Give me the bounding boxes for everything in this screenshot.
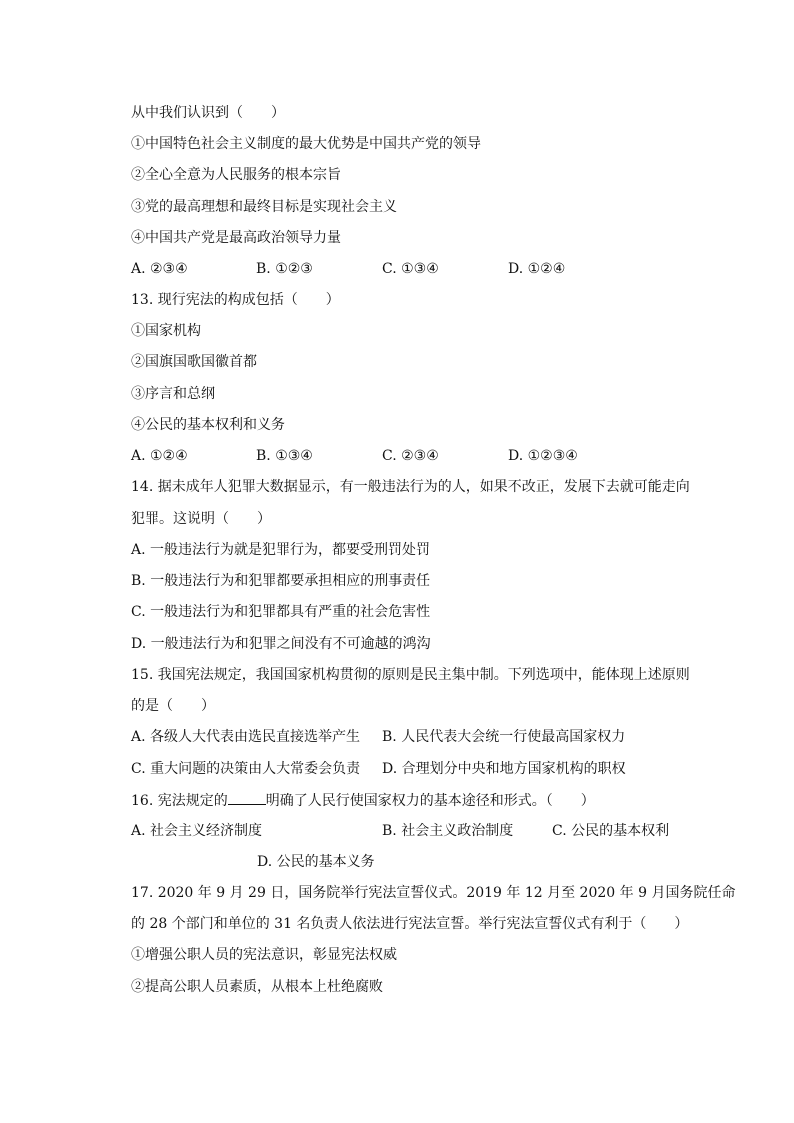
q15-option-a: A. 各级人大代表由选民直接选举产生: [131, 729, 361, 745]
q16-stem-after: 明确了人民行使国家权力的基本途径和形式。（ ）: [265, 793, 595, 809]
q16-stem: [131, 790, 595, 810]
q13-item-3: ③序言和总纲: [131, 386, 215, 402]
q16-stem-before: 16. 宪法规定的: [131, 793, 228, 809]
q12-item-3: ③党的最高理想和最终目标是实现社会主义: [131, 199, 397, 215]
q16-option-b: B. 社会主义政治制度: [382, 823, 514, 839]
q12-item-1: ①中国特色社会主义制度的最大优势是中国共产党的领导: [131, 136, 481, 152]
q17-stem-line-2: 的 28 个部门和单位的 31 名负责人依法进行宪法宣誓。举行宪法宣誓仪式有利于（ ）: [131, 916, 689, 932]
q13-item-2: ②国旗国歌国徽首都: [131, 354, 257, 370]
q16-option-c: C. 公民的基本权利: [552, 823, 670, 839]
q13-option-c: C. ②③④: [382, 448, 439, 464]
q14-option-d: D. 一般违法行为和犯罪之间没有不可逾越的鸿沟: [131, 636, 431, 652]
q12-option-b: B. ①②③: [256, 261, 313, 277]
q12-item-2: ②全心全意为人民服务的根本宗旨: [131, 167, 341, 183]
q15-option-b: B. 人民代表大会统一行使最高国家权力: [382, 729, 626, 745]
q12-option-d: D. ①②④: [508, 261, 566, 277]
q12-option-a: A. ②③④: [131, 261, 188, 277]
q12-item-4: ④中国共产党是最高政治领导力量: [131, 230, 341, 246]
q13-item-1: ①国家机构: [131, 323, 201, 339]
q16-option-d: D. 公民的基本义务: [257, 854, 375, 870]
q14-stem-line-2: 犯罪。这说明（ ）: [131, 511, 271, 527]
q16-fill-blank: [228, 790, 266, 805]
q14-stem-line-1: 14. 据未成年人犯罪大数据显示，有一般违法行为的人，如果不改正，发展下去就可能走向: [131, 479, 690, 495]
q13-item-4: ④公民的基本权利和义务: [131, 417, 285, 433]
q17-stem-line-1: 17. 2020 年 9 月 29 日，国务院举行宪法宣誓仪式。2019 年 12 月至 2020 年 9 月国务院任命: [131, 885, 736, 901]
q17-item-1: ①增强公职人员的宪法意识，彰显宪法权威: [131, 947, 397, 963]
q14-option-a: A. 一般违法行为就是犯罪行为，都要受刑罚处罚: [131, 542, 431, 558]
q15-option-c: C. 重大问题的决策由人大常委会负责: [131, 761, 361, 777]
q13-option-d: D. ①②③④: [508, 448, 578, 464]
q15-stem-line-1: 15. 我国宪法规定，我国国家机构贯彻的原则是民主集中制。下列选项中，能体现上述原则: [131, 667, 690, 683]
q14-option-b: B. 一般违法行为和犯罪都要承担相应的刑事责任: [131, 573, 431, 589]
q15-stem-line-2: 的是（ ）: [131, 698, 215, 714]
q17-item-2: ②提高公职人员素质，从根本上杜绝腐败: [131, 979, 383, 995]
q13-option-b: B. ①③④: [256, 448, 313, 464]
q14-option-c: C. 一般违法行为和犯罪都具有严重的社会危害性: [131, 604, 431, 620]
q16-option-a: A. 社会主义经济制度: [131, 823, 263, 839]
q12-option-c: C. ①③④: [382, 261, 439, 277]
q13-stem: 13. 现行宪法的构成包括（ ）: [131, 292, 340, 308]
q13-option-a: A. ①②④: [131, 448, 188, 464]
q12-stem: 从中我们认识到（ ）: [131, 105, 285, 121]
q15-option-d: D. 合理划分中央和地方国家机构的职权: [382, 761, 626, 777]
